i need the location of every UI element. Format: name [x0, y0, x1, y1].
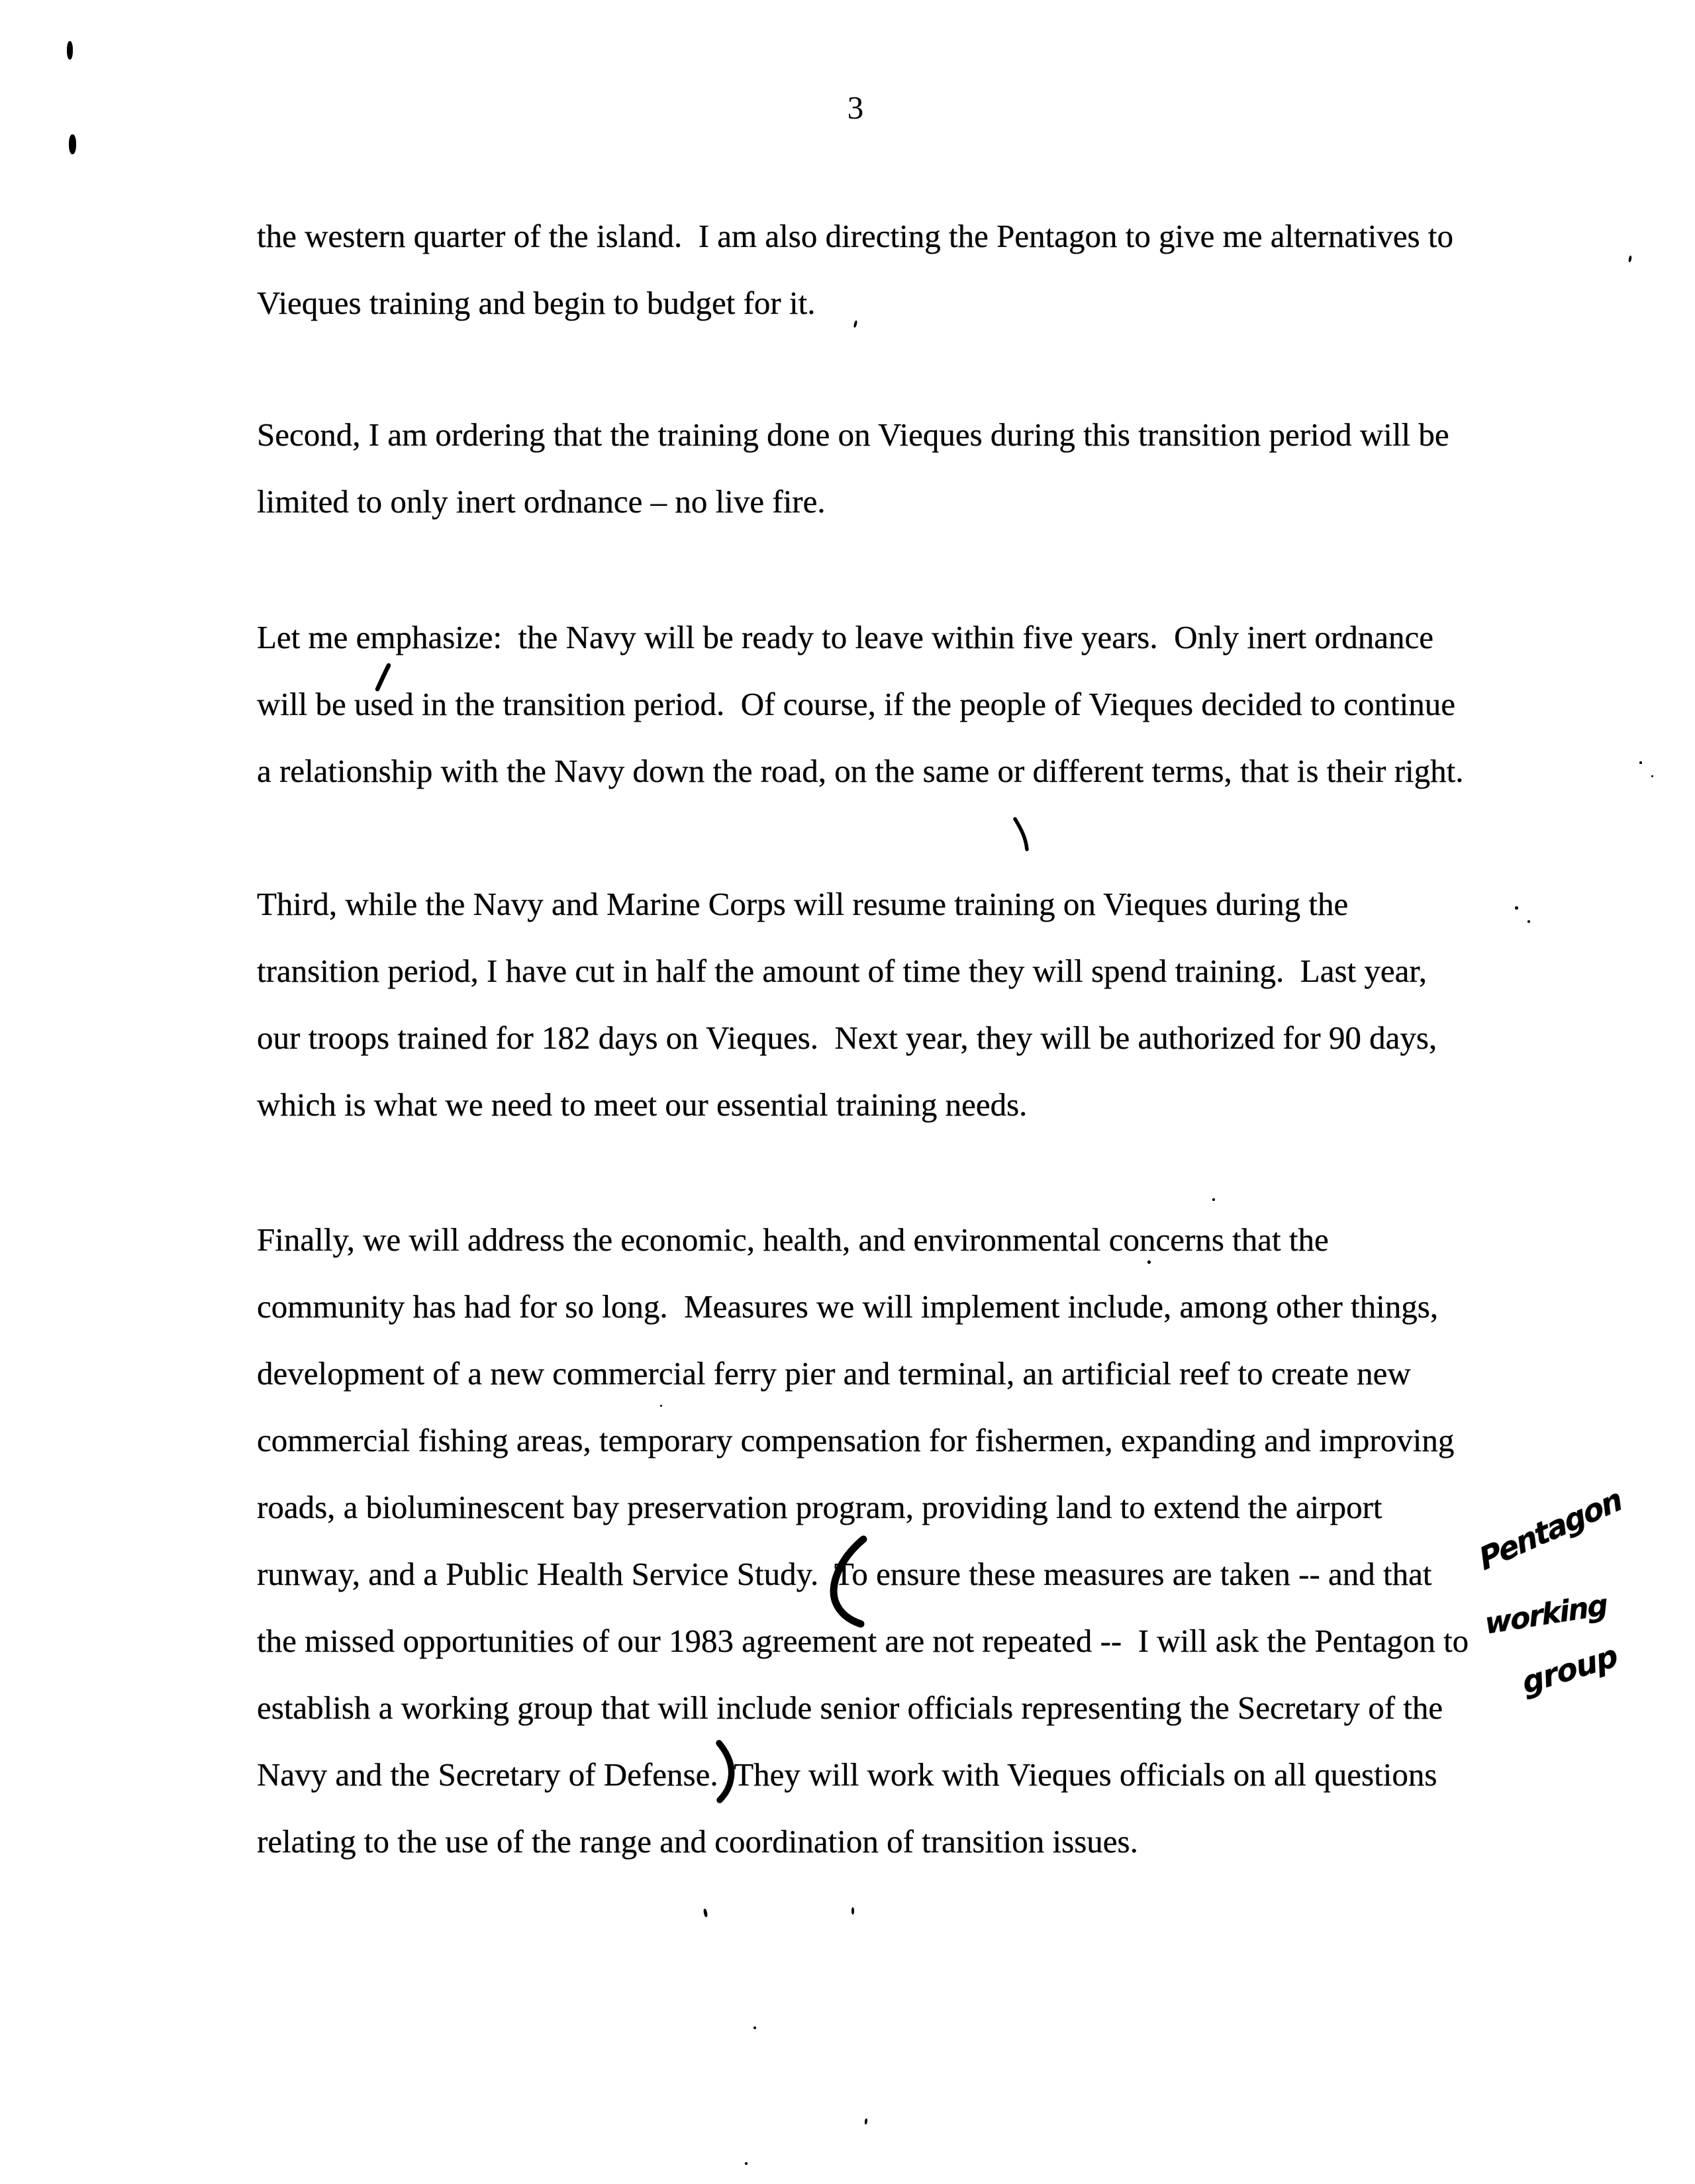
- paragraph: [257, 203, 1488, 336]
- text-line: the missed opportunities of our 1983 agreement are not repeated -- I will ask the Pentagon to: [257, 1623, 1469, 1659]
- paragraph: [257, 1206, 1488, 1875]
- scan-speck: [1651, 775, 1653, 777]
- text-line: our troops trained for 182 days on Vieques. Next year, they will be authorized for 90 days,: [257, 1020, 1437, 1056]
- paragraph: [257, 871, 1488, 1138]
- text-line: Vieques training and begin to budget for it.: [257, 285, 816, 321]
- paragraph: [257, 401, 1488, 535]
- scan-speck: [851, 1907, 854, 1915]
- text-line: Third, while the Navy and Marine Corps will resume training on Vieques during the: [257, 886, 1349, 922]
- scan-speck: [1639, 761, 1642, 764]
- text-line: will be used in the transition period. Of course, if the people of Vieques decided to continue: [257, 686, 1456, 722]
- text-line: roads, a bioluminescent bay preservation program, providing land to extend the airport: [257, 1489, 1382, 1525]
- text-line: community has had for so long. Measures we will implement include, among other things,: [257, 1288, 1439, 1325]
- page-number: 3: [847, 89, 864, 126]
- scan-speck: [660, 1405, 662, 1407]
- scan-speck: [69, 134, 76, 154]
- text-line: Finally, we will address the economic, health, and environmental concerns that the: [257, 1221, 1329, 1258]
- scan-speck: [864, 2118, 867, 2124]
- text-line: runway, and a Public Health Service Study. To ensure these measures are taken -- and that: [257, 1556, 1432, 1592]
- scan-speck: [1147, 1260, 1151, 1264]
- text-line: establish a working group that will include senior officials representing the Secretary of the: [257, 1689, 1443, 1726]
- text-line: limited to only inert ordnance – no live fire.: [257, 483, 826, 520]
- scan-speck: [1527, 920, 1530, 923]
- scan-speck: [1515, 906, 1518, 910]
- text-line: commercial fishing areas, temporary compensation for fishermen, expanding and improving: [257, 1422, 1455, 1458]
- text-line: transition period, I have cut in half the amount of time they will spend training. Last year,: [257, 953, 1428, 989]
- text-line: the western quarter of the island. I am also directing the Pentagon to give me alternatives to: [257, 218, 1453, 254]
- scan-speck: [1212, 1198, 1215, 1201]
- scan-speck: [703, 1909, 708, 1918]
- scan-speck: [1628, 256, 1632, 263]
- text-line: relating to the use of the range and coordination of transition issues.: [257, 1823, 1138, 1860]
- scan-speck: [745, 2162, 748, 2165]
- scan-speck: [753, 2026, 756, 2029]
- text-line: development of a new commercial ferry pier and terminal, an artificial reef to create new: [257, 1355, 1411, 1392]
- margin-note-word-working: working: [1483, 1588, 1608, 1641]
- margin-note-word-group: group: [1518, 1637, 1621, 1701]
- text-line: a relationship with the Navy down the road, on the same or different terms, that is their right.: [257, 753, 1464, 789]
- text-line: Let me emphasize: the Navy will be ready to leave within five years. Only inert ordnance: [257, 619, 1433, 655]
- text-line: Navy and the Secretary of Defense. They will work with Vieques officials on all questions: [257, 1756, 1437, 1793]
- stray-tick-mark: [1015, 819, 1027, 849]
- margin-note-word-pentagon: Pentagon: [1475, 1481, 1626, 1578]
- paragraph: [257, 604, 1488, 804]
- text-line: which is what we need to meet our essential training needs.: [257, 1086, 1028, 1123]
- text-line: Second, I am ordering that the training done on Vieques during this transition period will be: [257, 416, 1449, 453]
- scan-speck: [67, 41, 73, 60]
